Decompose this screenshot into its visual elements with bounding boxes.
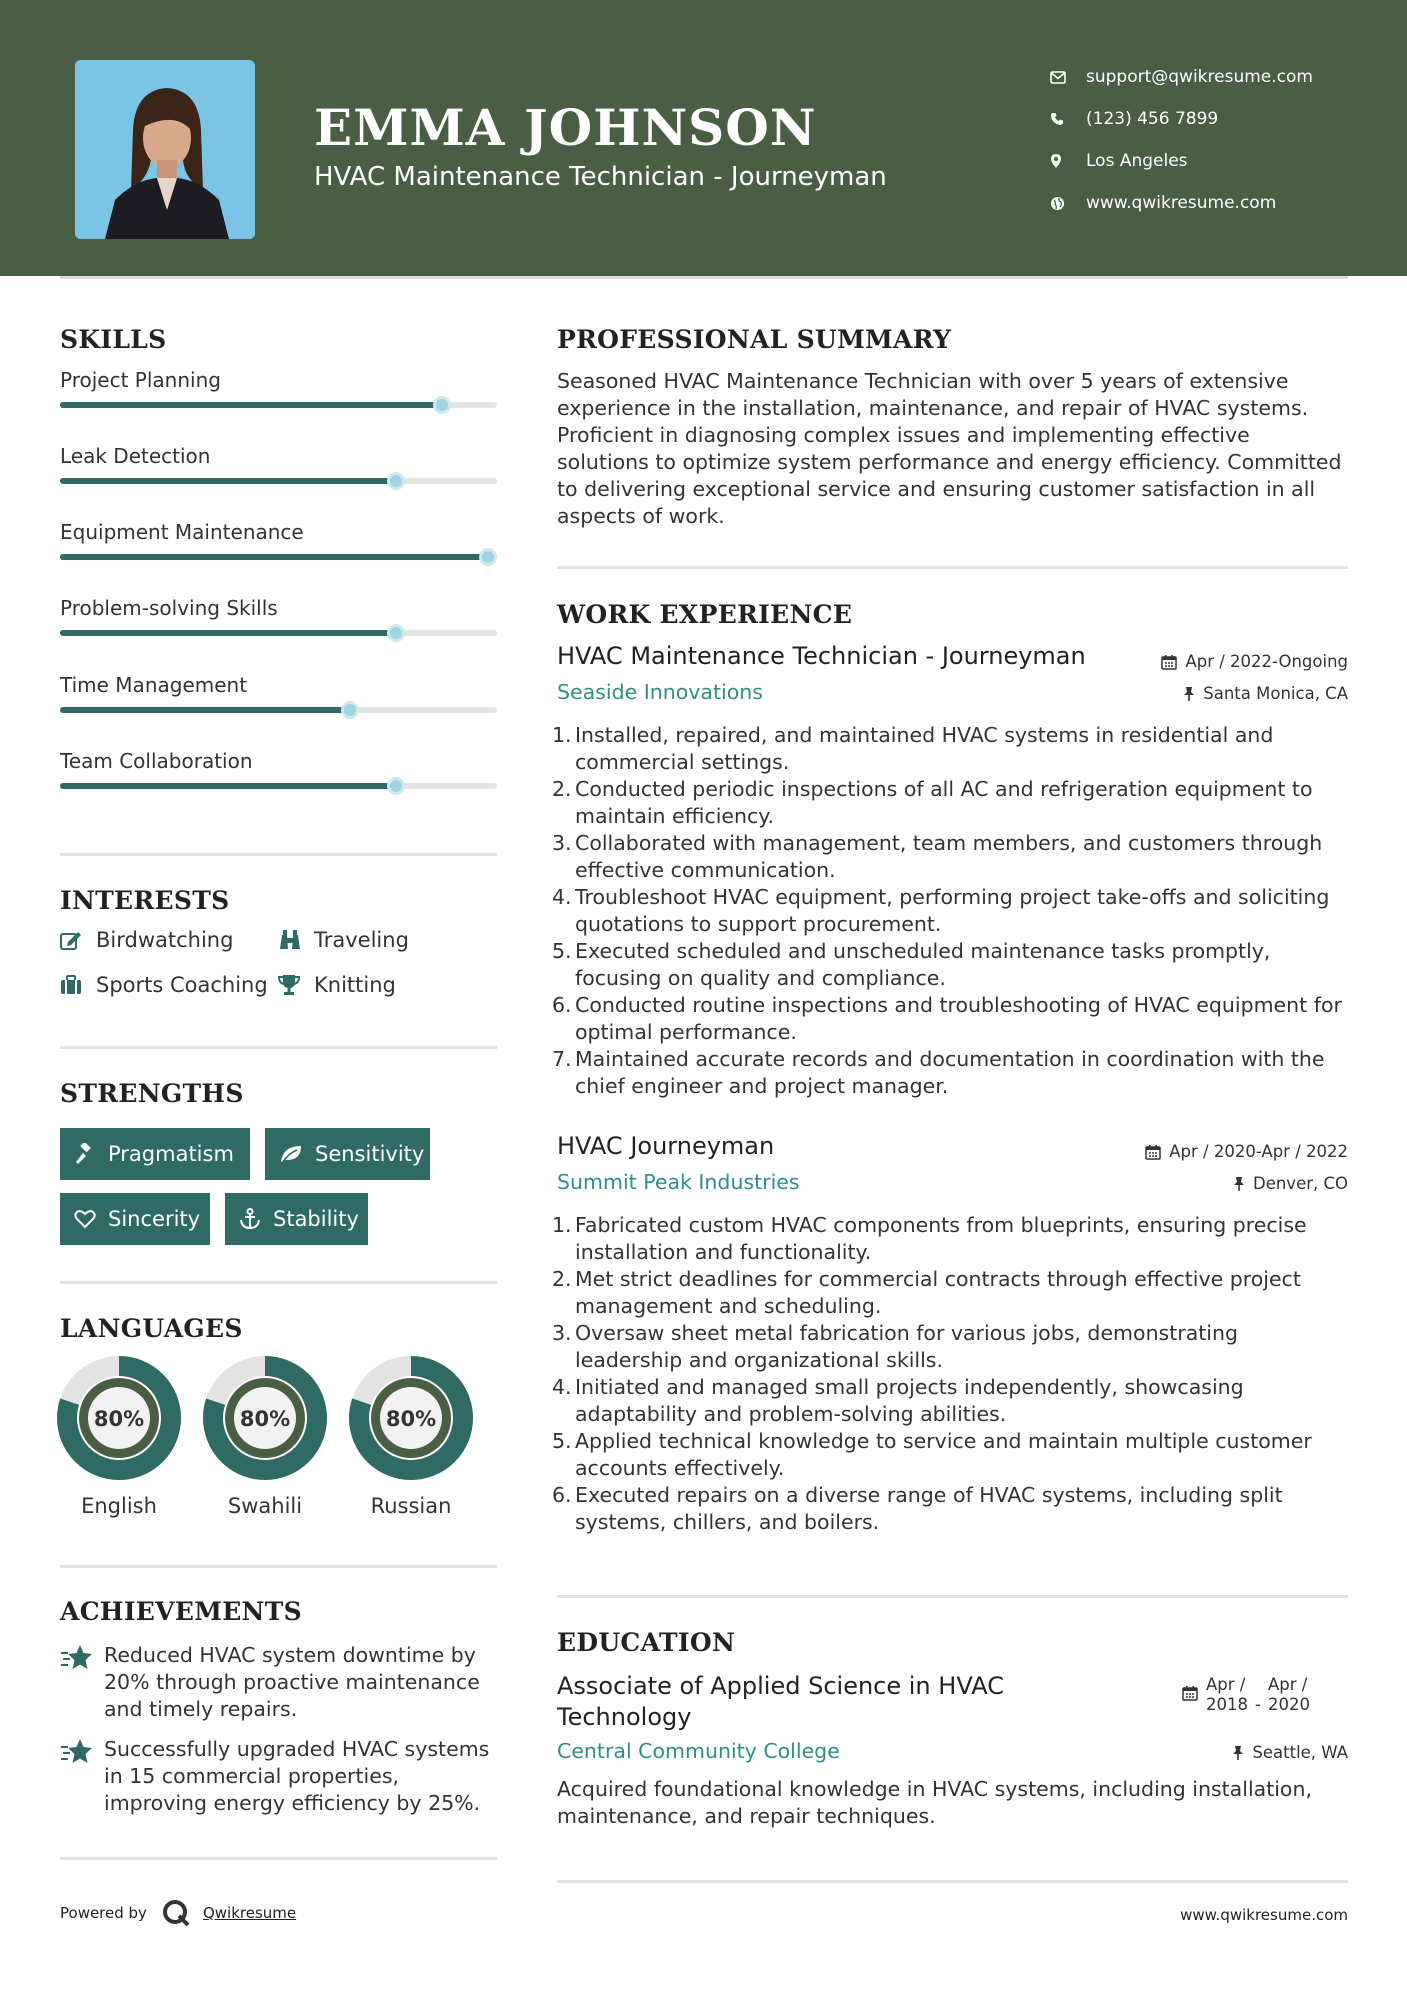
calendar-icon — [1161, 654, 1177, 670]
skill-bar — [60, 402, 497, 408]
job-location-text: Denver, CO — [1252, 1174, 1348, 1193]
language-item — [203, 1356, 327, 1518]
contact-phone-text: (123) 456 7899 — [1086, 109, 1219, 129]
pushpin-icon — [1233, 1176, 1245, 1192]
section-divider — [60, 1046, 497, 1049]
language-name: Swahili — [227, 1494, 303, 1518]
job-dates — [1161, 652, 1348, 671]
section-divider — [60, 1281, 497, 1284]
section-divider — [557, 566, 1348, 569]
achievement-item — [60, 1736, 500, 1817]
list-item: 2. Conducted periodic inspections of all AC and refrigeration equipment to maintain efficiency. — [552, 777, 1313, 828]
job-subheader — [557, 1170, 1348, 1200]
list-item: 1. Fabricated custom HVAC components from blueprints, ensuring precise installation and functionality. — [552, 1213, 1307, 1264]
section-divider — [60, 853, 497, 856]
job-location-text: Santa Monica, CA — [1203, 684, 1348, 703]
list-item: 5. Executed scheduled and unscheduled maintenance tasks promptly, focusing on quality and compliance. — [552, 939, 1271, 990]
contact-location — [1050, 140, 1380, 182]
briefcase-icon — [60, 975, 96, 995]
gavel-icon — [74, 1143, 96, 1165]
powered-by-label: Powered by — [60, 1904, 147, 1922]
education-start: Apr / 2018 — [1206, 1675, 1248, 1714]
star-icon — [60, 1642, 104, 1723]
skill-bar-fill — [60, 402, 442, 408]
summary-text: Seasoned HVAC Maintenance Technician with over 5 years of extensive experience in the installation, maintenance, and repair of HVAC systems. Proficient in diagnosing complex issues and implementing effective solutions to optimize system performance and energy efficiency. Committed to delivering exceptional service and ensuring customer satisfaction in all aspects of work. — [557, 369, 1342, 528]
strength-tag — [60, 1193, 210, 1245]
skill-name: Equipment Maintenance — [60, 520, 304, 544]
achievement-text: Reduced HVAC system downtime by 20% through proactive maintenance and timely repairs. — [104, 1643, 480, 1721]
summary-heading: PROFESSIONAL SUMMARY — [557, 325, 952, 354]
heart-icon — [74, 1209, 96, 1229]
job-dates-text: Apr / 2022-Ongoing — [1185, 652, 1348, 671]
skill-bar — [60, 478, 497, 484]
skill-item — [60, 520, 497, 544]
map-pin-icon — [1050, 153, 1086, 169]
section-divider — [557, 1880, 1348, 1883]
contact-website-text: www.qwikresume.com — [1086, 193, 1277, 213]
skill-bar-fill — [60, 783, 396, 789]
interest-label: Knitting — [314, 973, 396, 997]
job-location — [1183, 684, 1348, 703]
language-name: Russian — [370, 1494, 452, 1518]
skill-bar — [60, 630, 497, 636]
calendar-icon — [1145, 1144, 1161, 1160]
skill-bar-fill — [60, 707, 350, 713]
skill-bar — [60, 707, 497, 713]
company-name: Summit Peak Industries — [557, 1170, 800, 1194]
pushpin-icon — [1232, 1745, 1244, 1761]
resume-header — [0, 0, 1407, 276]
strength-tag — [265, 1128, 430, 1180]
strengths-heading: STRENGTHS — [60, 1079, 244, 1108]
list-item: 6. Conducted routine inspections and troubleshooting of HVAC equipment for optimal performance. — [552, 993, 1342, 1044]
education-subheader — [557, 1739, 1348, 1769]
interest-item — [60, 928, 233, 952]
contact-email-text: support@qwikresume.com — [1086, 67, 1313, 87]
pushpin-icon — [1183, 686, 1195, 702]
achievement-item — [60, 1642, 500, 1723]
job-subheader — [557, 680, 1348, 710]
list-item: 1. Installed, repaired, and maintained HVAC systems in residential and commercial settings. — [552, 723, 1274, 774]
qwikresume-logo-icon — [161, 1898, 191, 1928]
interest-label: Birdwatching — [96, 928, 234, 952]
strength-label: Sensitivity — [315, 1142, 425, 1166]
skill-bar-fill — [60, 478, 396, 484]
language-ring — [349, 1356, 473, 1480]
interest-item — [278, 973, 396, 997]
interest-label: Traveling — [314, 928, 409, 952]
skill-bar-knob — [479, 548, 497, 566]
calendar-icon — [1182, 1675, 1198, 1701]
language-ring — [57, 1356, 181, 1480]
phone-icon — [1050, 112, 1086, 126]
strength-label: Stability — [273, 1207, 359, 1231]
skill-name: Project Planning — [60, 368, 221, 392]
job-header — [557, 1132, 1348, 1166]
candidate-name: EMMA JOHNSON — [314, 98, 817, 157]
education-location-text: Seattle, WA — [1252, 1743, 1348, 1762]
experience-heading: WORK EXPERIENCE — [557, 600, 853, 629]
skill-bar — [60, 554, 497, 560]
education-end: Apr / 2020 — [1268, 1675, 1310, 1714]
trophy-icon — [278, 974, 314, 996]
skill-bar-knob — [433, 396, 451, 414]
section-divider — [60, 1857, 497, 1860]
strength-tag — [225, 1193, 368, 1245]
skill-item — [60, 596, 497, 620]
education-header — [557, 1671, 1348, 1735]
skill-item — [60, 444, 497, 468]
education-dates: Apr / 2018 - Apr / 2020 — [1182, 1675, 1348, 1715]
interest-label: Sports Coaching — [96, 973, 268, 997]
education-location — [1232, 1743, 1348, 1762]
strength-label: Pragmatism — [108, 1142, 234, 1166]
language-ring — [203, 1356, 327, 1480]
footer-powered-by — [60, 1898, 296, 1928]
language-name: English — [81, 1494, 157, 1518]
education-description: Acquired foundational knowledge in HVAC systems, including installation, maintenance, and repair techniques. — [557, 1777, 1312, 1828]
job-dates-text: Apr / 2020-Apr / 2022 — [1169, 1142, 1348, 1161]
contact-phone[interactable] — [1050, 98, 1380, 140]
section-divider — [557, 1595, 1348, 1598]
language-item — [57, 1356, 181, 1518]
job-duties — [552, 722, 1348, 1100]
list-item: 3. Oversaw sheet metal fabrication for various jobs, demonstrating leadership and organizational skills. — [552, 1321, 1239, 1372]
globe-icon — [1050, 196, 1086, 211]
school-name: Central Community College — [557, 1739, 840, 1763]
company-name: Seaside Innovations — [557, 680, 763, 704]
job-title: HVAC Maintenance Technician - Journeyman — [557, 642, 1086, 670]
language-percent: 80% — [385, 1407, 437, 1431]
interest-item — [60, 973, 268, 997]
skills-heading: SKILLS — [60, 325, 167, 354]
contact-email[interactable] — [1050, 56, 1380, 98]
language-percent: 80% — [239, 1407, 291, 1431]
pencil-square-icon — [60, 930, 96, 950]
anchor-icon — [239, 1208, 261, 1230]
skill-bar-fill — [60, 554, 488, 560]
list-item: 4. Troubleshoot HVAC equipment, performing project take-offs and soliciting quotations to support procurement. — [552, 885, 1330, 936]
interest-item — [278, 928, 409, 952]
strength-tag — [60, 1128, 250, 1180]
contact-list — [1050, 56, 1380, 224]
skill-name: Team Collaboration — [60, 749, 253, 773]
skill-bar-fill — [60, 630, 396, 636]
list-item: 3. Collaborated with management, team members, and customers through effective communication. — [552, 831, 1323, 882]
job-duties — [552, 1212, 1348, 1536]
leaf-icon — [279, 1144, 303, 1164]
section-divider — [60, 1565, 497, 1568]
list-item: 5. Applied technical knowledge to service and maintain multiple customer accounts effectively. — [552, 1429, 1312, 1480]
skill-name: Problem-solving Skills — [60, 596, 278, 620]
envelope-icon — [1050, 71, 1086, 84]
job-title: HVAC Journeyman — [557, 1132, 775, 1160]
list-item: 7. Maintained accurate records and documentation in coordination with the chief engineer and project manager. — [552, 1047, 1325, 1098]
skill-item — [60, 368, 497, 392]
interests-heading: INTERESTS — [60, 886, 230, 915]
binoculars-icon — [278, 929, 314, 951]
skill-bar-knob — [387, 777, 405, 795]
degree-line-2: Technology — [557, 1703, 692, 1731]
job-dates — [1145, 1142, 1348, 1161]
contact-website[interactable] — [1050, 182, 1380, 224]
achievement-text: Successfully upgraded HVAC systems in 15 commercial properties, improving energy efficiency by 25%. — [104, 1737, 490, 1815]
skill-name: Leak Detection — [60, 444, 211, 468]
education-heading: EDUCATION — [557, 1628, 736, 1657]
language-percent: 80% — [93, 1407, 145, 1431]
job-location — [1233, 1174, 1348, 1193]
list-item: 6. Executed repairs on a diverse range of HVAC systems, including split systems, chillers, and boilers. — [552, 1483, 1283, 1534]
header-divider — [60, 276, 1348, 279]
language-item — [349, 1356, 473, 1518]
languages-heading: LANGUAGES — [60, 1314, 243, 1343]
skill-name: Time Management — [60, 673, 248, 697]
contact-location-text: Los Angeles — [1086, 151, 1188, 171]
list-item: 2. Met strict deadlines for commercial contracts through effective project management and scheduling. — [552, 1267, 1301, 1318]
achievements-heading: ACHIEVEMENTS — [60, 1597, 302, 1626]
footer-website[interactable]: www.qwikresume.com — [1180, 1906, 1348, 1924]
skill-item — [60, 673, 497, 697]
brand-link[interactable]: Qwikresume — [202, 1904, 297, 1922]
list-item: 4. Initiated and managed small projects independently, showcasing adaptability and problem-solving abilities. — [552, 1375, 1244, 1426]
skill-bar-knob — [387, 472, 405, 490]
star-icon — [60, 1736, 104, 1817]
profile-photo — [75, 60, 255, 239]
skill-item — [60, 749, 497, 773]
skill-bar-knob — [387, 624, 405, 642]
skill-bar-knob — [341, 701, 359, 719]
degree-line-1: Associate of Applied Science in HVAC — [557, 1672, 1004, 1700]
candidate-title: HVAC Maintenance Technician - Journeyman — [314, 162, 887, 192]
strength-label: Sincerity — [108, 1207, 201, 1231]
skill-bar — [60, 783, 497, 789]
